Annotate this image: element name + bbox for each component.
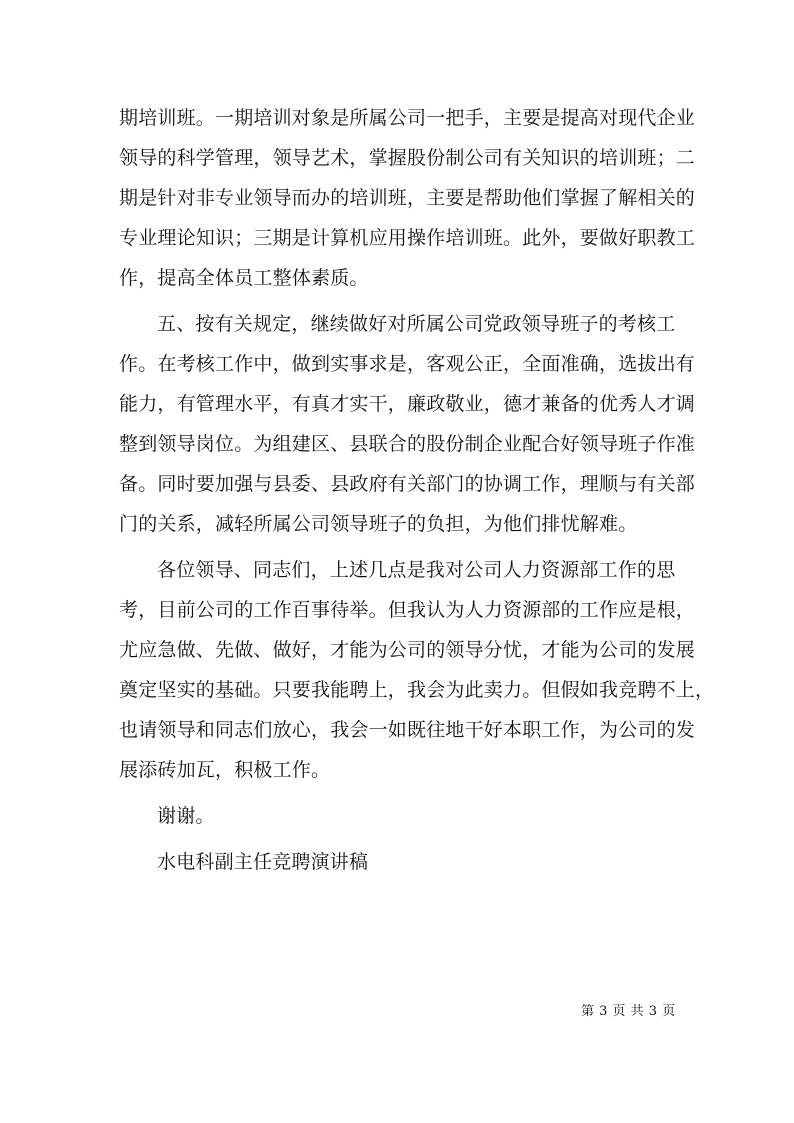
text-line: 备。同时要加强与县委、县政府有关部门的协调工作，理顺与有关部	[119, 473, 696, 495]
paragraph-closing	[119, 550, 715, 790]
text-line: 展添砖加瓦，积极工作。	[119, 759, 331, 781]
text-line: 各位领导、同志们，上述几点是我对公司人力资源部工作的思	[157, 559, 676, 581]
text-line: 考，目前公司的工作百事待举。但我认为人力资源部的工作应是根，	[119, 599, 696, 621]
text-line: 尤应急做、先做、做好，才能为公司的领导分忧，才能为公司的发展	[119, 639, 696, 661]
page-number-footer: 第 3 页 共 3 页	[581, 1004, 676, 1019]
text-line: 作。在考核工作中，做到实事求是，客观公正，全面准确，选拔出有	[119, 353, 696, 375]
document-body	[119, 98, 715, 882]
text-line: 期是针对非专业领导而办的培训班，主要是帮助他们掌握了解相关的	[119, 187, 696, 209]
paragraph-training	[119, 98, 696, 298]
text-line: 期培训班。一期培训对象是所属公司一把手，主要是提高对现代企业	[119, 107, 696, 129]
text-line: 能力，有管理水平，有真才实干，廉政敬业，德才兼备的优秀人才调	[119, 393, 696, 415]
text-line: 奠定坚实的基础。只要我能聘上，我会为此卖力。但假如我竞聘不上，	[119, 679, 715, 701]
text-line: 也请领导和同志们放心，我会一如既往地干好本职工作，为公司的发	[119, 719, 696, 741]
text-line: 五、按有关规定，继续做好对所属公司党政领导班子的考核工	[157, 313, 676, 335]
paragraph-assessment	[119, 304, 696, 544]
text-line: 作，提高全体员工整体素质。	[119, 267, 369, 289]
thanks-line: 谢谢。	[157, 805, 215, 827]
text-line: 门的关系，减轻所属公司领导班子的负担，为他们排忧解难。	[119, 513, 638, 535]
text-line: 整到领导岗位。为组建区、县联合的股份制企业配合好领导班子作准	[119, 433, 696, 455]
next-speech-title: 水电科副主任竞聘演讲稿	[157, 851, 369, 873]
text-line: 专业理论知识；三期是计算机应用操作培训班。此外，要做好职教工	[119, 227, 696, 249]
text-line: 领导的科学管理，领导艺术，掌握股份制公司有关知识的培训班；二	[119, 147, 696, 169]
